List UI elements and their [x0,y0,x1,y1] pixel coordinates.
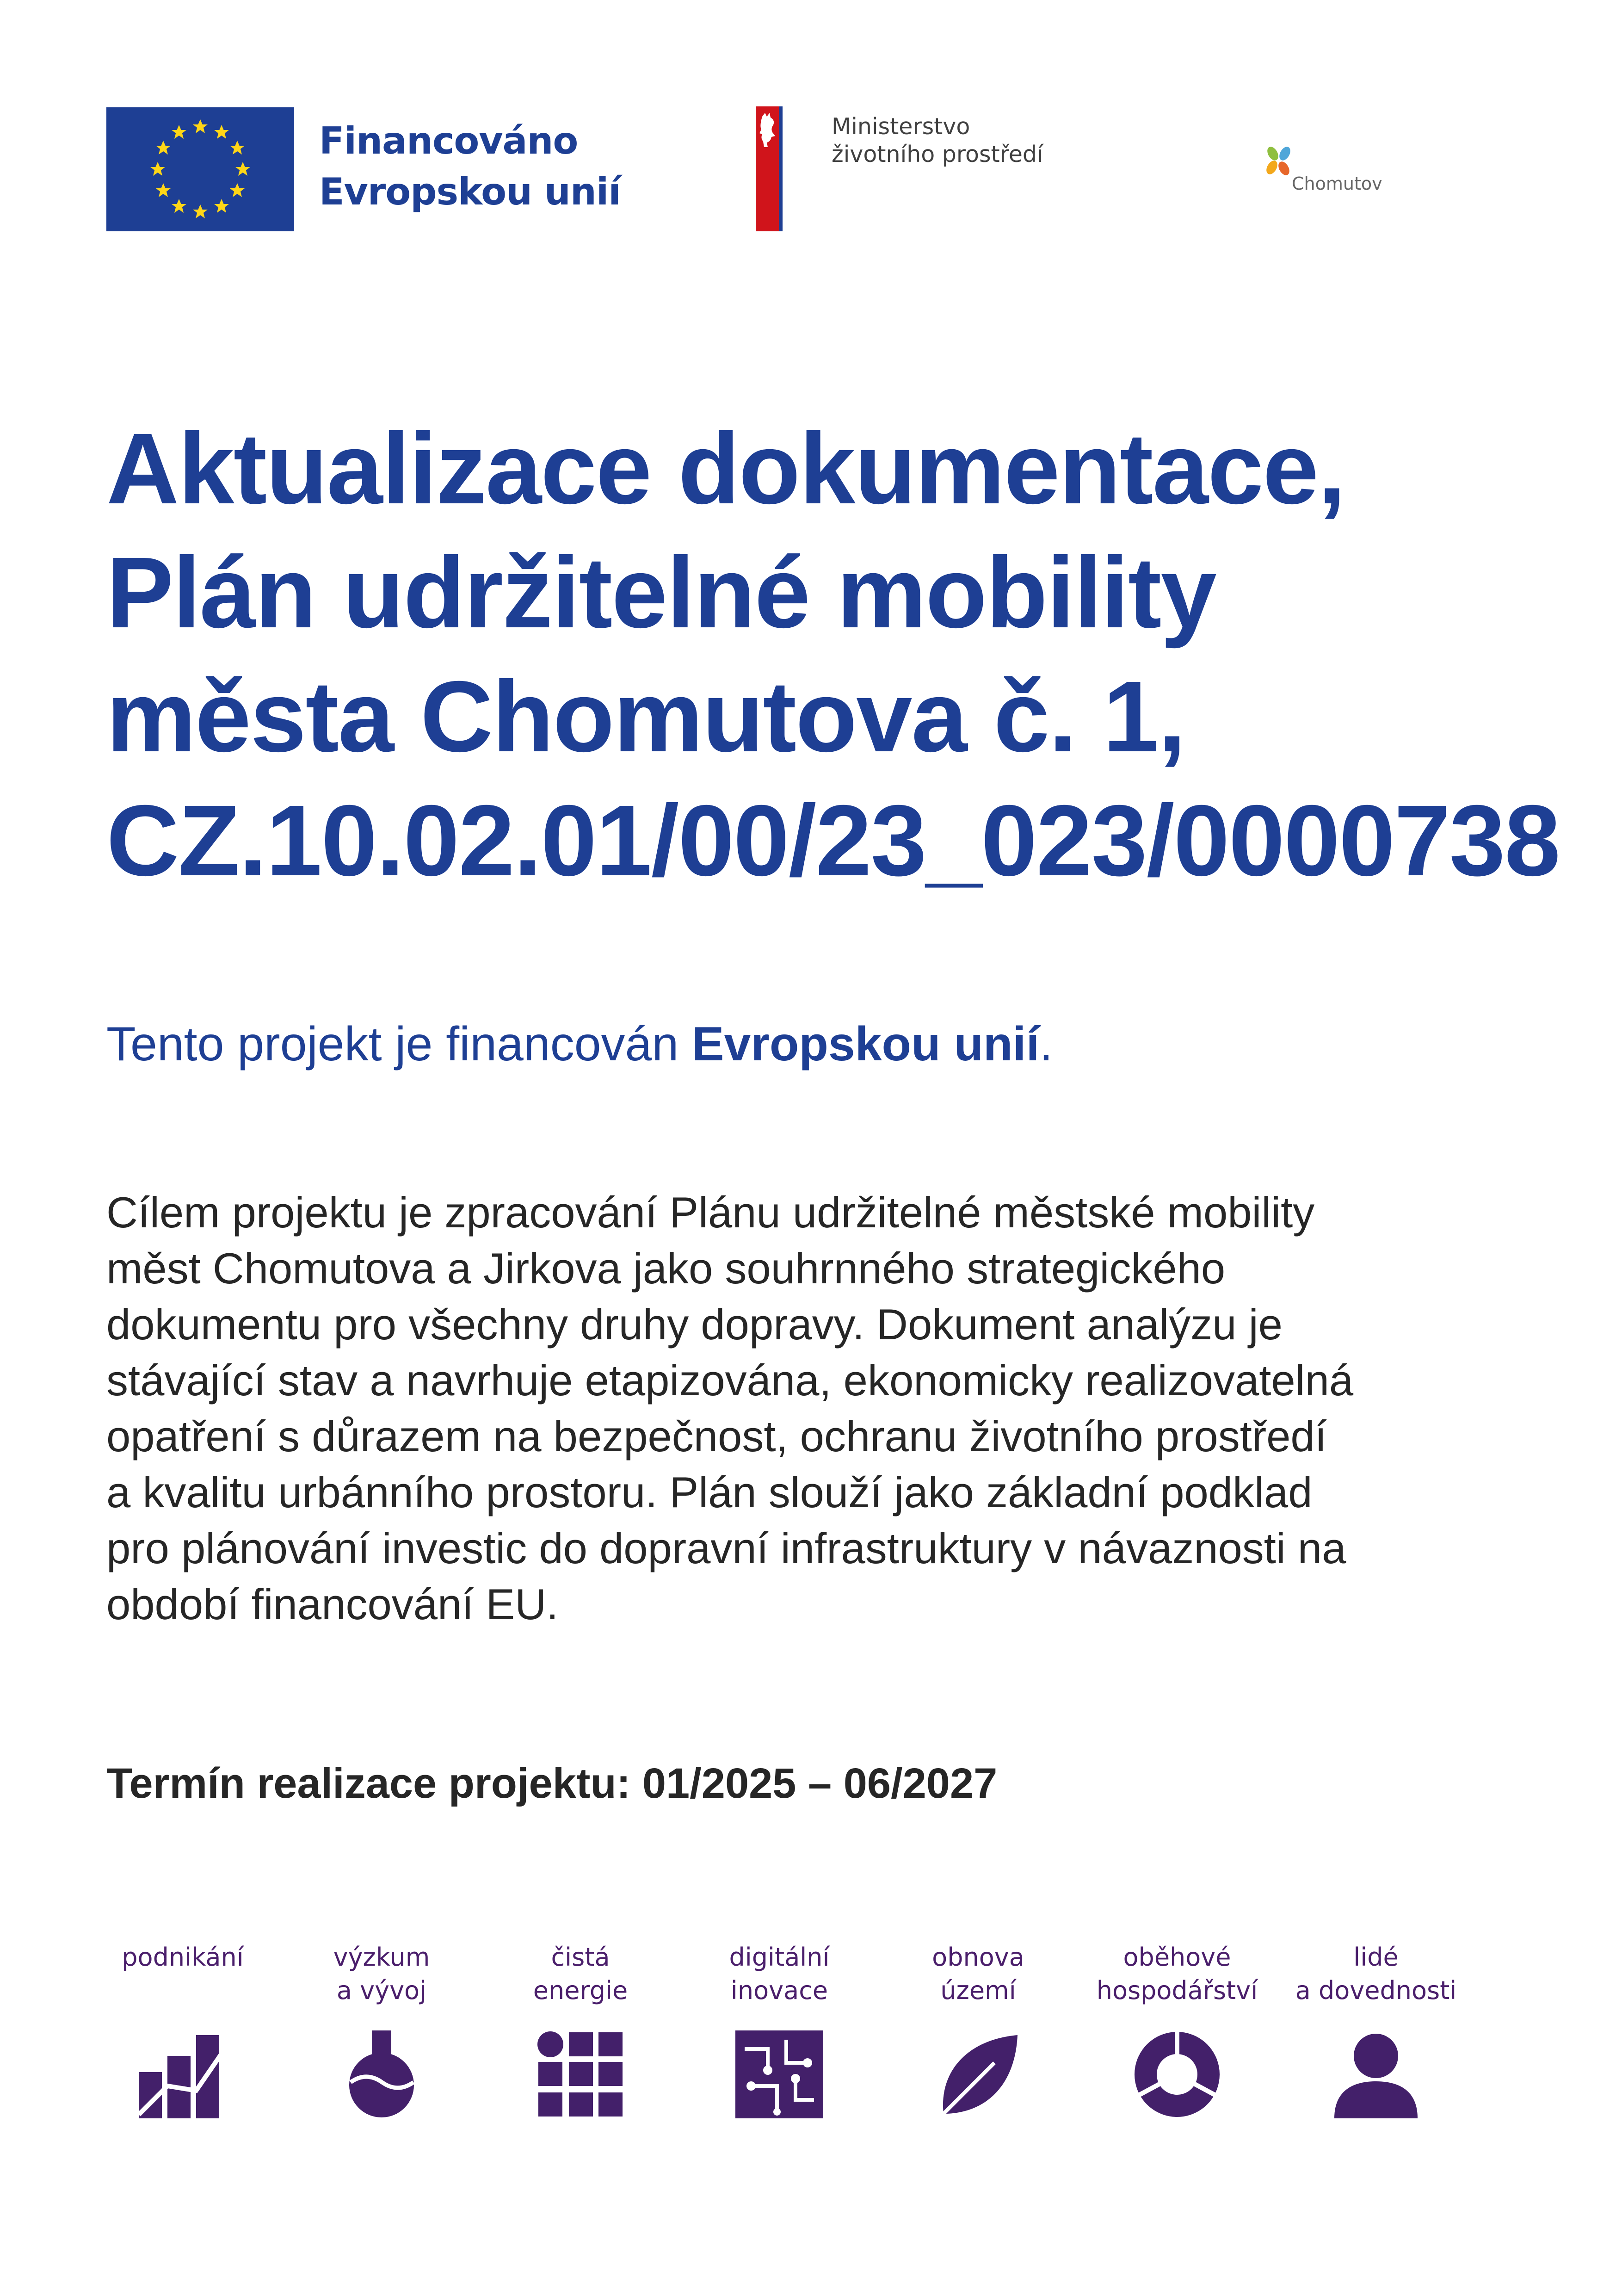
person-icon [1332,2030,1420,2118]
pillar-label [1279,1941,1473,2010]
recycle-icon [1133,2030,1221,2118]
ministry-logo-stripe [779,106,783,231]
funding-prefix: Tento projekt je financován [106,1017,692,1071]
pillar-label-line1: lidé [1353,1943,1399,1972]
leaf-icon [934,2030,1022,2118]
pillar-label [86,1941,280,2010]
description-line: období financování EU. [106,1580,559,1628]
project-term: Termín realizace projektu: 01/2025 – 06/2027 [106,1760,998,1807]
pillar-label-line2: území [940,1976,1016,2005]
title-line2: Plán udržitelné mobility [106,537,1216,649]
flask-icon [338,2030,426,2118]
ministry-logo [756,106,779,231]
description-line: stávající stav a navrhuje etapizována, ekonomicky realizovatelná [106,1356,1354,1405]
project-description [106,1184,1517,1632]
description-line: Cílem projektu je zpracování Plánu udržitelné městské mobility [106,1188,1315,1237]
pillar-label [284,1941,479,2010]
solar-panel-icon [537,2030,624,2118]
eu-logo-text [319,116,643,217]
pillar-circular-economy [1080,1941,1274,2118]
pillar-label-line1: obnova [932,1943,1024,1972]
description-line: pro plánování investic do dopravní infrastruktury v návaznosti na [106,1524,1346,1572]
pillar-label-line2: a vývoj [336,1976,427,2005]
pillar-label-line1: výzkum [333,1943,430,1972]
pillar-regional-renewal [881,1941,1075,2118]
eu-logo-line1: Financováno [319,119,578,162]
pillar-label-line2: inovace [730,1976,828,2005]
pillar-research [284,1941,479,2118]
pillar-clean-energy [483,1941,678,2118]
description-line: opatření s důrazem na bezpečnost, ochranu životního prostředí [106,1412,1327,1461]
title-line3: města Chomutova č. 1, [106,661,1185,773]
pillar-label-line2: a dovednosti [1295,1976,1457,2005]
eu-logo-line2: Evropskou unií [319,170,621,213]
eu-stars-icon [106,107,294,231]
pillar-label [881,1941,1075,2010]
title-line4: CZ.10.02.01/00/23_023/0000738 [106,785,1560,897]
eu-flag-logo [106,107,294,231]
czech-lion-icon [756,106,779,231]
description-line: měst Chomutova a Jirkova jako souhrnného strategického [106,1244,1226,1293]
funding-bold: Evropskou unií [692,1017,1040,1071]
pillar-label-line1: čistá [551,1943,610,1972]
pillar-label-line1: oběhové [1123,1943,1231,1972]
circuit-icon [735,2030,823,2118]
pillar-people-skills [1279,1941,1473,2118]
pillar-label-line1: digitální [729,1943,830,1972]
funding-suffix: . [1039,1017,1053,1071]
funding-statement [106,1014,1494,1074]
pillar-digital [682,1941,876,2118]
pillar-label [1080,1941,1274,2010]
page-title [106,407,1619,903]
pillar-label [483,1941,678,2010]
ministry-line1: Ministerstvo [832,113,970,140]
chomutov-logo-text: Chomutov [1292,173,1382,194]
ministry-logo-text [832,113,1109,168]
ministry-line2: životního prostředí [832,141,1043,167]
pillar-business [86,1941,280,2118]
pillar-label [682,1941,876,2010]
pillar-label-line2: energie [533,1976,628,2005]
pillar-label-line1: podnikání [122,1943,244,1972]
description-line: a kvalitu urbánního prostoru. Plán slouží jako základní podklad [106,1468,1313,1516]
title-line1: Aktualizace dokumentace, [106,413,1345,525]
description-line: dokumentu pro všechny druhy dopravy. Dokument analýzu je [106,1300,1283,1349]
bar-chart-icon [139,2030,227,2118]
pillar-label-line2: hospodářství [1096,1976,1258,2005]
